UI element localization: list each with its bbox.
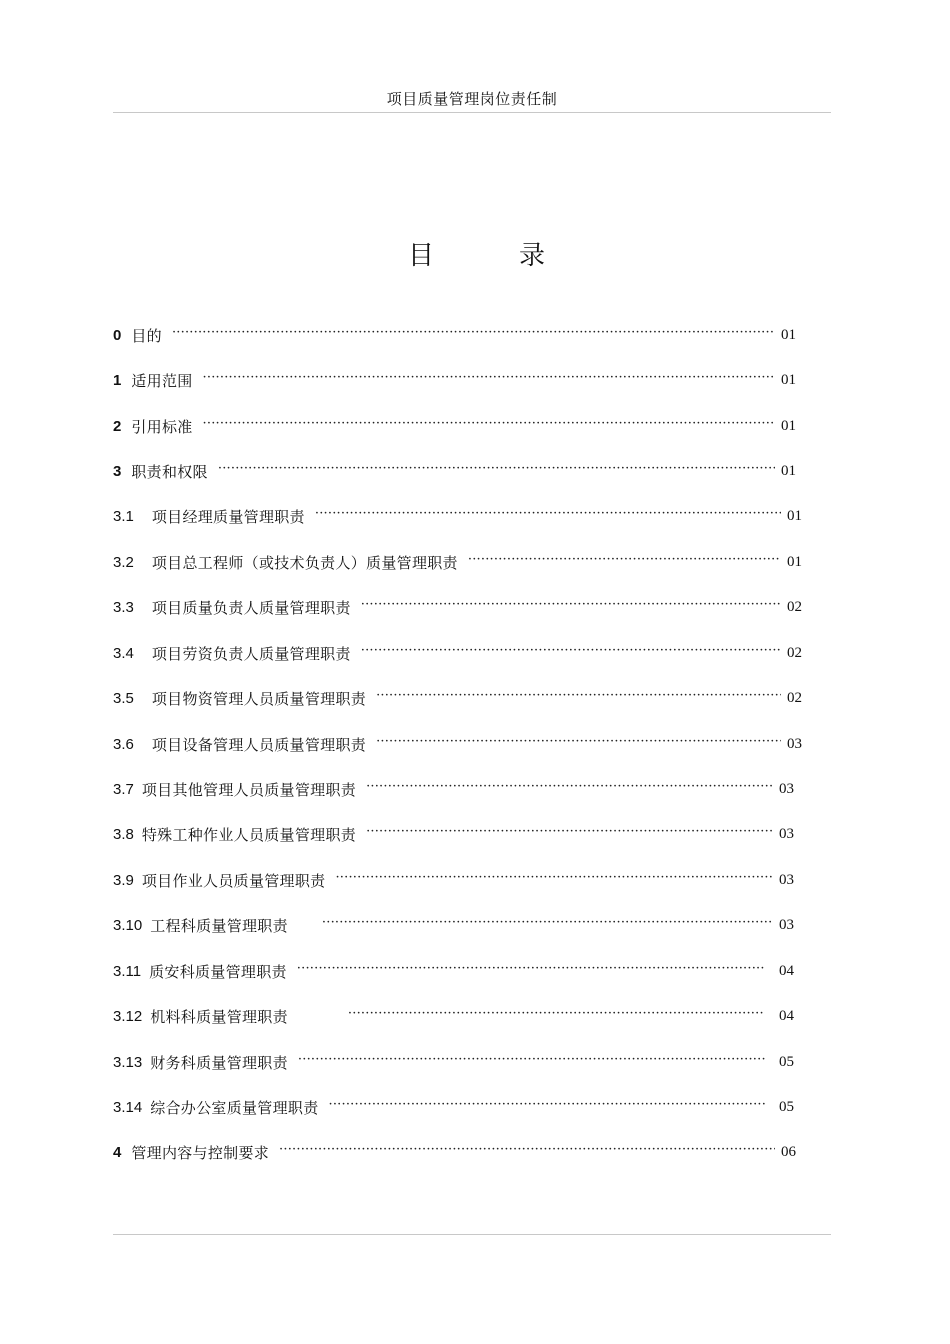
toc-entry-label: 项目其他管理人员质量管理职责 (141, 780, 357, 799)
running-header: 项目质量管理岗位责任制 (386, 90, 558, 108)
toc-entry-label: 特殊工种作业人员质量管理职责 (141, 825, 357, 844)
toc-leader-dots (322, 915, 773, 930)
toc-entry-number: 0 (113, 326, 122, 344)
toc-entry-page: 02 (787, 598, 802, 615)
toc-entry-page: 01 (787, 553, 802, 570)
toc-leader-dots (468, 552, 781, 567)
toc-leader-dots (366, 824, 773, 839)
toc-entry-page: 01 (781, 326, 796, 343)
toc-entry-page: 01 (781, 371, 796, 388)
toc-entry[interactable] (113, 778, 801, 800)
toc-entry-label: 综合办公室质量管理职责 (150, 1098, 319, 1117)
toc-entry-number: 3.13 (113, 1053, 143, 1071)
toc-entry[interactable] (113, 642, 809, 664)
toc-entry[interactable] (113, 1051, 801, 1073)
toc-entry[interactable] (113, 687, 809, 709)
toc-title-second-char: 录 (519, 241, 546, 271)
toc-entry-page: 03 (779, 780, 794, 797)
toc-leader-dots (361, 643, 781, 658)
toc-entry-label: 财务科质量管理职责 (150, 1053, 288, 1072)
toc-entry-number: 4 (113, 1143, 122, 1161)
toc-leader-dots (329, 1097, 765, 1112)
toc-leader-dots (376, 688, 781, 703)
toc-entry-number: 3.8 (113, 825, 134, 843)
toc-entry-number: 3.5 (113, 689, 134, 707)
toc-entry[interactable] (113, 1141, 803, 1163)
toc-entry-page: 03 (779, 825, 794, 842)
toc-entry-label: 职责和权限 (131, 462, 208, 481)
toc-entry-page: 05 (779, 1098, 794, 1115)
toc-entry[interactable] (113, 596, 809, 618)
toc-entry[interactable] (113, 551, 809, 573)
toc-entry[interactable] (113, 733, 809, 755)
toc-entry-label: 项目设备管理人员质量管理职责 (151, 735, 367, 754)
toc-entry-label: 管理内容与控制要求 (131, 1143, 270, 1162)
toc-leader-dots (203, 416, 775, 431)
toc-entry-label: 质安科质量管理职责 (149, 962, 287, 981)
toc-entry-number: 3.4 (113, 644, 134, 662)
toc-entry-page: 06 (781, 1143, 796, 1160)
toc-entry[interactable] (113, 505, 809, 527)
toc-leader-dots (297, 961, 765, 976)
toc-leader-dots (335, 870, 773, 885)
toc-entry-number: 1 (113, 371, 122, 389)
toc-entry-page: 04 (779, 962, 794, 979)
toc-entry-number: 3.6 (113, 735, 134, 753)
toc-entry-label: 引用标准 (131, 417, 193, 436)
toc-entry-page: 02 (787, 644, 802, 661)
toc-leader-dots (376, 734, 781, 749)
toc-entry-page: 04 (779, 1007, 794, 1024)
toc-entry-page: 01 (787, 507, 802, 524)
toc-entry-page: 02 (787, 689, 802, 706)
toc-entry-page: 03 (787, 735, 802, 752)
toc-entry-number: 3.12 (113, 1007, 143, 1025)
toc-entry-number: 3.10 (113, 916, 143, 934)
toc-entry-page: 05 (779, 1053, 794, 1070)
toc-entry-label: 项目经理质量管理职责 (151, 507, 305, 526)
toc-entry-label: 项目作业人员质量管理职责 (141, 871, 326, 890)
toc-entry-page: 01 (781, 462, 796, 479)
toc-entry-label: 项目物资管理人员质量管理职责 (151, 689, 367, 708)
toc-leader-dots (315, 506, 781, 521)
toc-entry-page: 01 (781, 417, 796, 434)
toc-entry[interactable] (113, 460, 803, 482)
toc-entry[interactable] (113, 369, 803, 391)
toc-title-first-char: 目 (408, 241, 435, 271)
toc-entry-label: 机料科质量管理职责 (150, 1007, 288, 1026)
toc-entry[interactable] (113, 324, 803, 346)
header-rule (113, 112, 831, 113)
toc-leader-dots (298, 1052, 765, 1067)
toc-entry-number: 3 (113, 462, 122, 480)
toc-entry-number: 3.1 (113, 507, 134, 525)
toc-entry-number: 2 (113, 417, 122, 435)
toc-entry[interactable] (113, 1096, 801, 1118)
toc-leader-dots (279, 1142, 775, 1157)
toc-entry[interactable] (113, 960, 801, 982)
toc-leader-dots (218, 461, 775, 476)
toc-entry[interactable] (113, 1005, 801, 1027)
toc-entry-page: 03 (779, 916, 794, 933)
toc-leader-dots (361, 597, 781, 612)
toc-leader-dots (348, 1006, 765, 1021)
toc-entry-page: 03 (779, 871, 794, 888)
toc-entry-label: 目的 (131, 326, 162, 345)
toc-entry-number: 3.3 (113, 598, 134, 616)
toc-entry-number: 3.14 (113, 1098, 143, 1116)
toc-entry[interactable] (113, 869, 801, 891)
toc-entry[interactable] (113, 823, 801, 845)
footer-rule (113, 1234, 831, 1235)
toc-entry-number: 3.9 (113, 871, 134, 889)
toc-entry-label: 项目质量负责人质量管理职责 (151, 598, 351, 617)
toc-entry[interactable] (113, 415, 803, 437)
toc-entry-label: 项目劳资负责人质量管理职责 (151, 644, 351, 663)
toc-entry-label: 项目总工程师（或技术负责人）质量管理职责 (151, 553, 458, 572)
toc-entry[interactable] (113, 914, 801, 936)
toc-entry-label: 适用范围 (131, 371, 193, 390)
toc-entry-number: 3.7 (113, 780, 134, 798)
toc-entry-label: 工程科质量管理职责 (150, 916, 288, 935)
toc-entry-number: 3.2 (113, 553, 134, 571)
toc-leader-dots (203, 370, 775, 385)
toc-leader-dots (172, 325, 775, 340)
toc-entry-number: 3.11 (113, 962, 142, 980)
toc-leader-dots (366, 779, 773, 794)
